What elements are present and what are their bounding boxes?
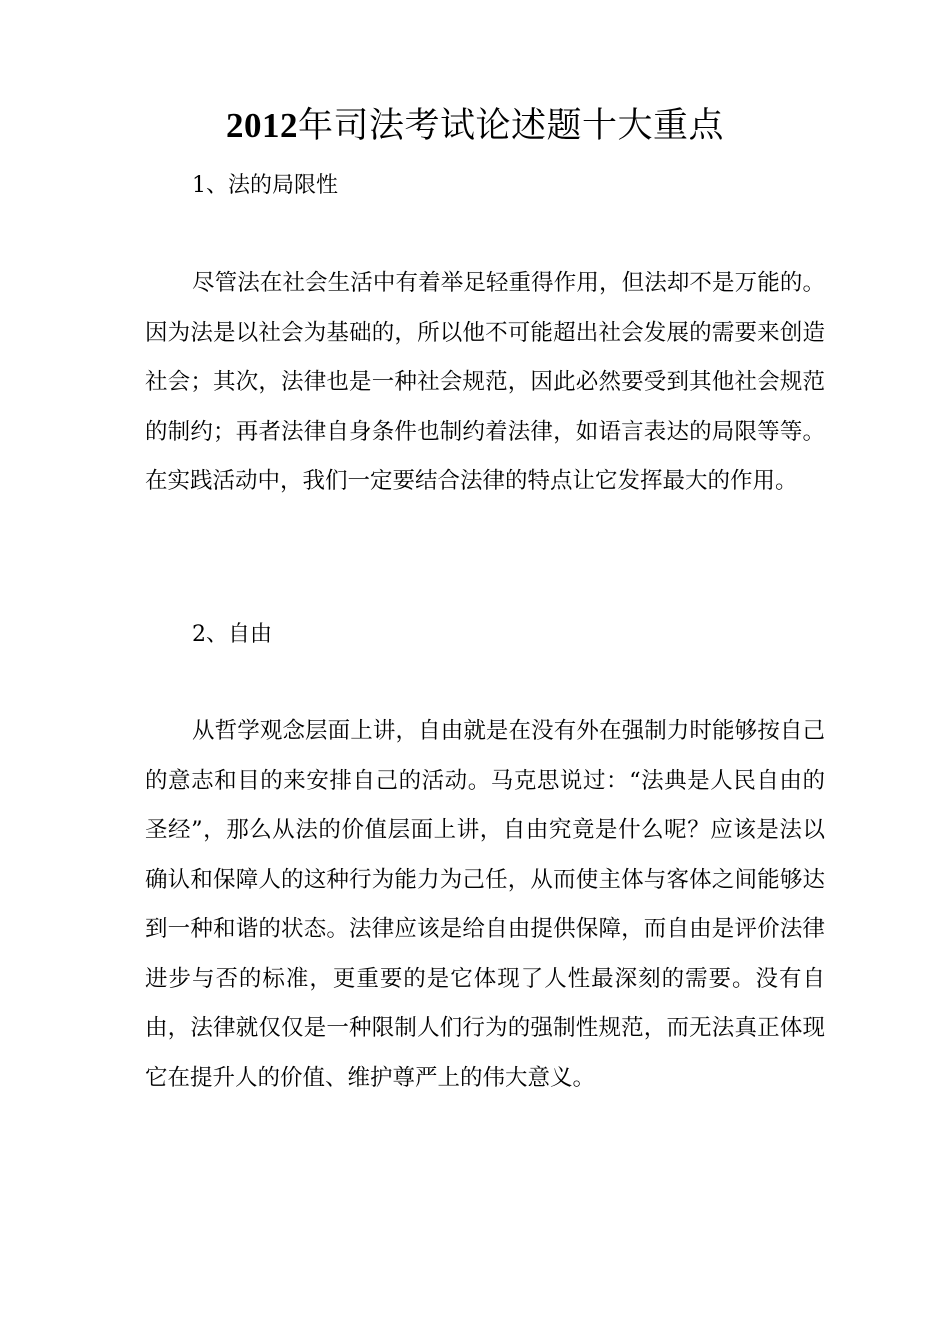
page-title (0, 102, 950, 150)
title-text: 年司法考试论述题十大重点 (297, 106, 724, 146)
title-year: 2012 (225, 106, 298, 145)
section-heading-2: 2、自由 (192, 622, 272, 647)
section-body-1: 尽管法在社会生活中有着举足轻重得作用，但法却不是万能的。因为法是以社会为基础的，所以他不可能超出社会发展的需要来创造社会；其次，法律也是一种社会规范，因此必然要受到其他社会规范的制约；再者法律自身条件也制约着法律，如语言表达的局限等等。在实践活动中，我们一定要结合法律的特点让它发挥最大的作用。 (145, 270, 825, 494)
section-heading-1: 1、法的局限性 (192, 173, 338, 198)
section-body-2: 从哲学观念层面上讲，自由就是在没有外在强制力时能够按自己的意志和目的来安排自己的活动。马克思说过：“法典是人民自由的圣经”，那么从法的价值层面上讲，自由究竟是什么呢？应该是法以确认和保障人的这种行为能力为己任，从而使主体与客体之间能够达到一种和谐的状态。法律应该是给自由提供保障，而自由是评价法律进步与否的标准，更重要的是它体现了人性最深刻的需要。没有自由，法律就仅仅是一种限制人们行为的强制性规范，而无法真正体现它在提升人的价值、维护尊严上的伟大意义。 (145, 718, 825, 1091)
